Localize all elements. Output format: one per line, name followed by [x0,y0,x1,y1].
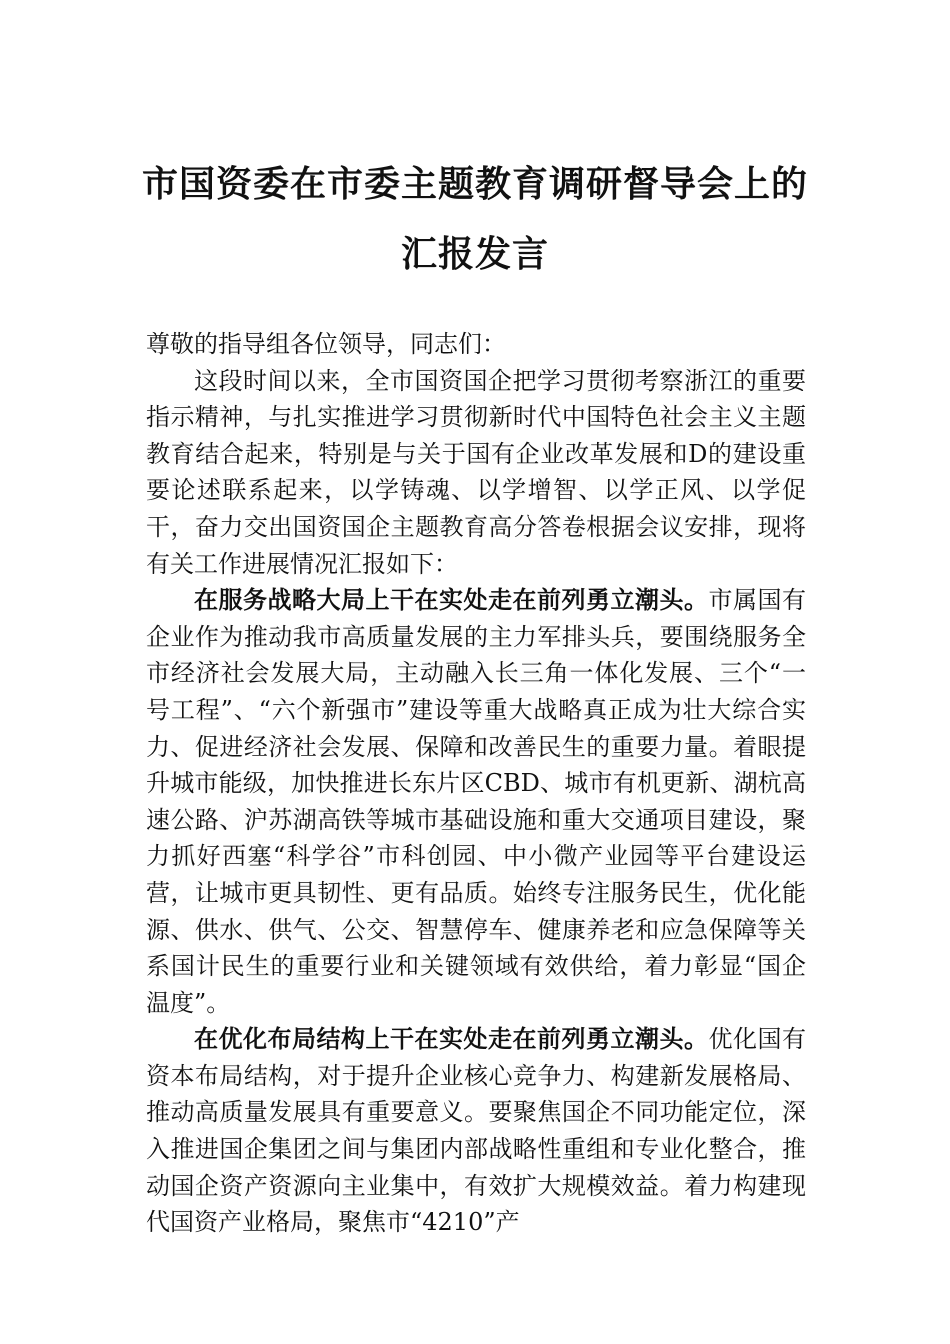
section-1-heading: 在服务战略大局上干在实处走在前列勇立潮头。 [194,585,709,615]
salutation: 尊敬的指导组各位领导，同志们： [146,330,506,358]
document-body [146,326,806,1241]
section-1-paragraph [146,582,806,1021]
section-2-paragraph [146,1021,806,1241]
section-1-body: 市属国有企业作为推动我市高质量发展的主力军排头兵，要围绕服务全市经济社会发展大局，主动融入长三角一体化发展、三个“一号工程”、“六个新强市”建设等重大战略真正成为壮大综合实力、促进经济社会发展、保障和改善民生的重要力量。着眼提升城市能级，加快推进长东片区CBD、城市有机更新、湖杭高速公路、沪苏湖高铁等城市基础设施和重大交通项目建设，聚力抓好西塞“科学谷”市科创园、中小微产业园等平台建设运营，让城市更具韧性、更有品质。始终专注服务民生，优化能源、供水、供气、公交、智慧停车、健康养老和应急保障等关系国计民生的重要行业和关键领域有效供给，着力彰显“国企温度”。 [146,586,806,1017]
section-2-heading: 在优化布局结构上干在实处走在前列勇立潮头。 [194,1024,709,1054]
intro-paragraph: 这段时间以来，全市国资国企把学习贯彻考察浙江的重要指示精神，与扎实推进学习贯彻新时代中国特色社会主义主题教育结合起来，特别是与关于国有企业改革发展和D的建设重要论述联系起来，以学铸魂、以学增智、以学正风、以学促干，奋力交出国资国企主题教育高分答卷根据会议安排，现将有关工作进展情况汇报如下： [146,366,806,578]
document-title-line-1: 市国资委在市委主题教育调研督导会上的 [141,163,808,205]
document-title-line-2: 汇报发言 [400,233,549,275]
section-2-body: 优化国有资本布局结构，对于提升企业核心竞争力、构建新发展格局、推动高质量发展具有重要意义。要聚焦国企不同功能定位，深入推进国企集团之间与集团内部战略性重组和专业化整合，推动国企资产资源向主业集中，有效扩大规模效益。着力构建现代国资产业格局，聚焦市“4210”产 [146,1025,806,1237]
